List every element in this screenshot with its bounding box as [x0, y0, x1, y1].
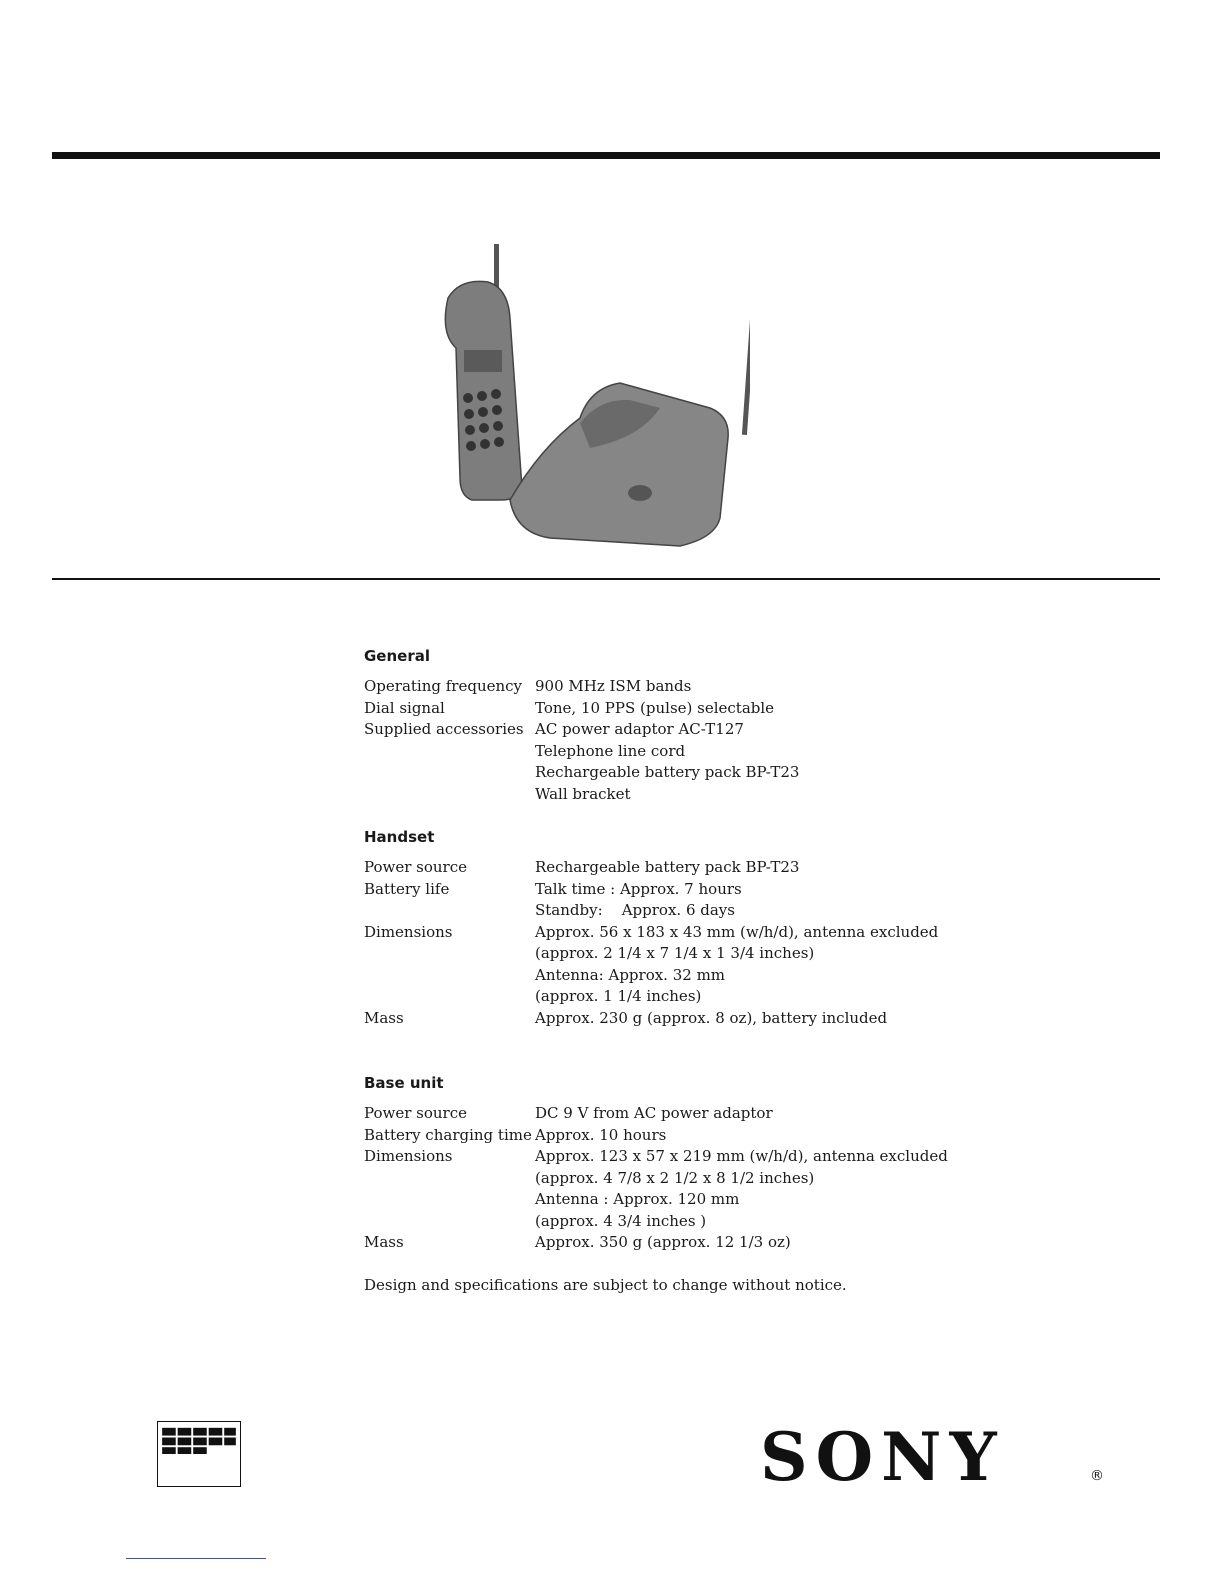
spec-value: DC 9 V from AC power adaptor [535, 1104, 773, 1122]
spec-value: Antenna: Approx. 32 mm [535, 965, 726, 984]
spec-label: Dimensions [364, 922, 453, 941]
spec-value: Approx. 56 x 183 x 43 mm (w/h/d), antenna excluded [535, 922, 939, 941]
section-title-handset: Handset [364, 828, 435, 846]
handset-body [445, 281, 522, 500]
spec-label: Mass [364, 1008, 404, 1027]
spec-label: Power source [364, 1104, 468, 1122]
spec-value: Tone, 10 PPS (pulse) selectable [535, 698, 775, 717]
spec-label: Dial signal [364, 698, 445, 717]
spec-value: Approx. 350 g (approx. 12 1/3 oz) [535, 1233, 791, 1251]
spec-value: Approx. 10 hours [535, 1125, 667, 1144]
spec-value: (approx. 4 7/8 x 2 1/2 x 8 1/2 inches) [535, 1168, 815, 1187]
top-rule [52, 152, 1160, 159]
sony-logo: SONY [760, 1418, 1005, 1496]
spec-row [364, 857, 964, 879]
spec-row [364, 1232, 964, 1254]
spec-label: Supplied accessories [364, 720, 524, 738]
spec-row [364, 879, 964, 922]
spec-row [364, 1125, 964, 1147]
spec-label: Battery charging time [364, 1125, 532, 1144]
spec-value: Talk time : Approx. 7 hours [535, 879, 742, 898]
catalog-grid-icon [157, 1421, 241, 1487]
spec-label: Dimensions [364, 1147, 453, 1165]
mid-rule [52, 578, 1160, 580]
spec-row [364, 676, 964, 698]
section-title-general: General [364, 647, 430, 665]
spec-value: Rechargeable battery pack BP-T23 [535, 763, 800, 781]
section-title-base: Base unit [364, 1074, 444, 1092]
spec-row [364, 922, 964, 1008]
spec-label: Operating frequency [364, 677, 523, 695]
spec-value: Approx. 230 g (approx. 8 oz), battery included [535, 1008, 888, 1027]
spec-value: Telephone line cord [535, 741, 686, 760]
spec-value: (approx. 1 1/4 inches) [535, 987, 702, 1005]
general-section [364, 646, 964, 805]
specifications [364, 646, 964, 1294]
product-photo [430, 238, 750, 558]
spec-row [364, 1146, 964, 1232]
base-antenna [742, 260, 750, 435]
handset-section [364, 827, 964, 1029]
spec-value: Standby: Approx. 6 days [535, 901, 735, 919]
link-underline[interactable] [126, 1558, 266, 1559]
spec-value: Rechargeable battery pack BP-T23 [535, 858, 800, 876]
spec-value: AC power adaptor AC-T127 [535, 720, 744, 738]
spec-value: (approx. 2 1/4 x 7 1/4 x 1 3/4 inches) [535, 944, 815, 962]
registered-mark: ® [1090, 1468, 1104, 1484]
spec-value: Antenna : Approx. 120 mm [535, 1190, 740, 1208]
spec-value: Approx. 123 x 57 x 219 mm (w/h/d), antenna excluded [535, 1147, 948, 1165]
spec-row [364, 1008, 964, 1030]
spec-label: Battery life [364, 879, 450, 898]
base-section [364, 1073, 964, 1254]
spec-row [364, 1103, 964, 1125]
spec-label: Mass [364, 1233, 404, 1251]
spec-value: 900 MHz ISM bands [535, 677, 692, 695]
spec-label: Power source [364, 858, 468, 876]
spec-value: (approx. 4 3/4 inches ) [535, 1211, 707, 1230]
spec-value: Wall bracket [535, 784, 631, 803]
disclaimer-note: Design and specifications are subject to change without notice. [364, 1275, 847, 1294]
spec-row [364, 719, 964, 805]
spec-row [364, 698, 964, 720]
